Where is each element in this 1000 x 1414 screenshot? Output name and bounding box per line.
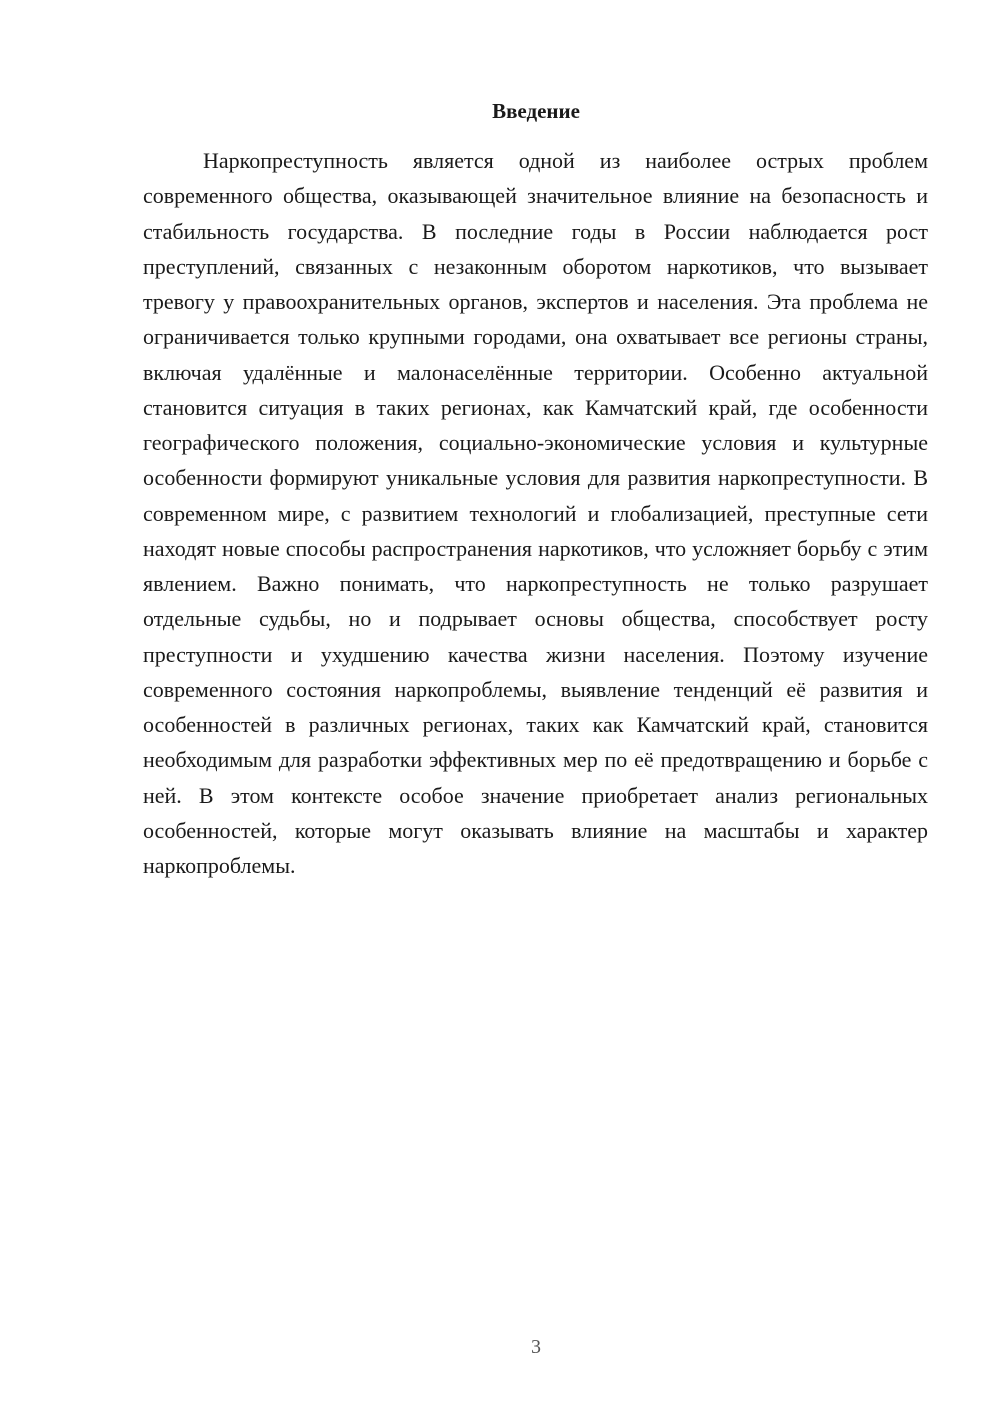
- page-number: 3: [531, 1336, 541, 1358]
- section-title: Введение: [492, 99, 580, 123]
- body-paragraph: Наркопреступность является одной из наиболее острых проблем современного общества, оказывающей значительное влияние на безопасность и стабильность государства. В последние годы в России наблюдается рост преступлений, связанных с незаконным оборотом наркотиков, что вызывает тревогу у правоохранительных органов, экспертов и населения. Эта проблема не ограничивается только крупными городами, она охватывает все регионы страны, включая удалённые и малонаселённые территории. Особенно актуальной становится ситуация в таких регионах, как Камчатский край, где особенности географического положения, социально-экономические условия и культурные особенности формируют уникальные условия для развития наркопреступности. В современном мире, с развитием технологий и глобализацией, преступные сети находят новые способы распространения наркотиков, что усложняет борьбу с этим явлением. Важно понимать, что наркопреступность не только разрушает отдельные судьбы, но и подрывает основы общества, способствует росту преступности и ухудшению качества жизни населения. Поэтому изучение современного состояния наркопроблемы, выявление тенденций её развития и особенностей в различных регионах, таких как Камчатский край, становится необходимым для разработки эффективных мер по её предотвращению и борьбе с ней. В этом контексте особое значение приобретает анализ региональных особенностей, которые могут оказывать влияние на масштабы и характер наркопроблемы.: [143, 148, 928, 878]
